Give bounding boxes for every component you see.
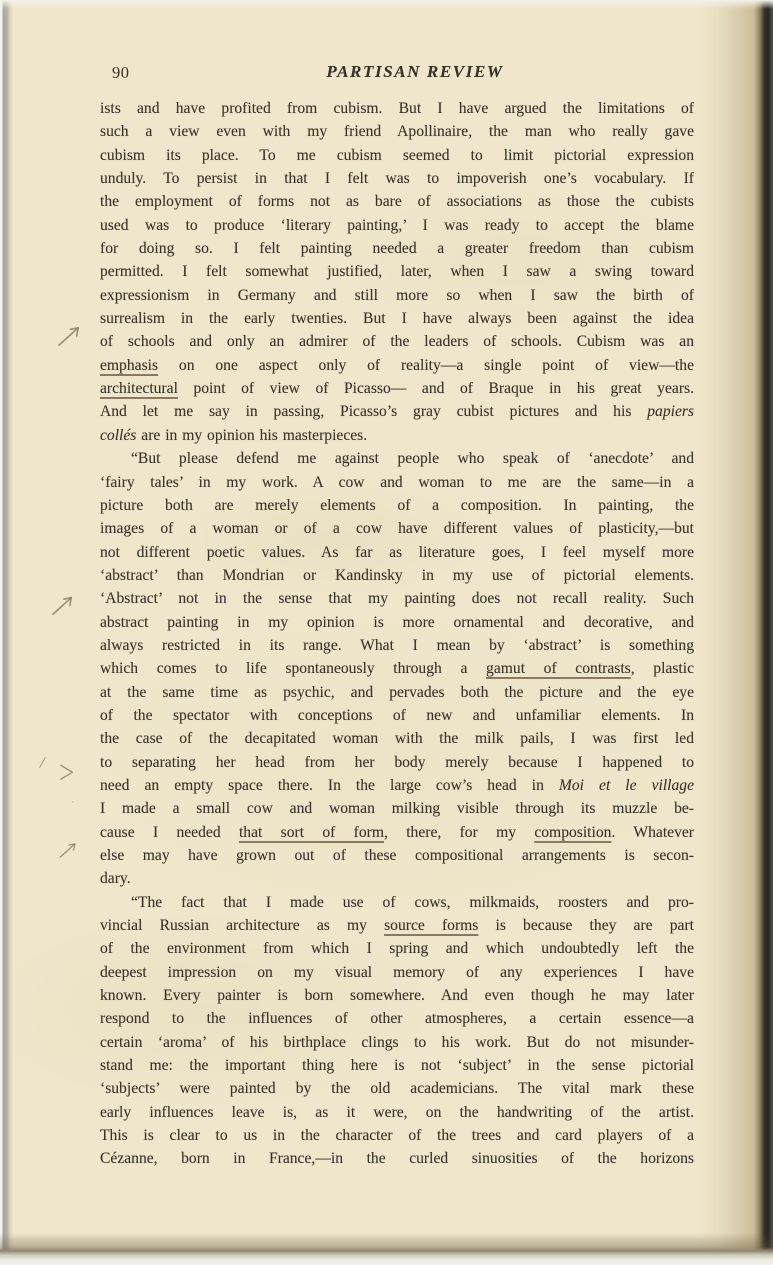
text-line [100, 330, 694, 353]
text-line [100, 751, 694, 774]
text-segment: surrealism in the early twenties. But I have always been against the idea [100, 310, 694, 328]
text-line [100, 120, 694, 143]
italic-text: collés [100, 426, 137, 444]
text-segment: ‘Abstract’ not in the sense that my painting does not recall reality. Such [100, 590, 694, 608]
text-line [100, 1124, 694, 1147]
text-segment: which comes to life spontaneously through a [100, 660, 487, 678]
text-segment: ists and have profited from cubism. But I have argued the limitations of [100, 100, 694, 117]
text-line [100, 797, 694, 820]
text-line [100, 377, 694, 400]
text-line [100, 611, 694, 634]
text-segment: on one aspect only of reality—a single point of view—the [158, 356, 694, 374]
pencil-tick-margin-mark [36, 756, 50, 770]
text-line [100, 517, 694, 540]
text-line [100, 587, 694, 610]
italic-text: Moi et le village [558, 776, 695, 794]
paragraph [100, 891, 694, 1171]
text-line [100, 471, 694, 494]
text-segment: unduly. To persist in that I felt was to impoverish one’s vocabulary. If [100, 170, 694, 188]
text-line [100, 400, 694, 423]
text-line [100, 634, 694, 657]
text-line [100, 1077, 694, 1100]
text-line [100, 190, 694, 213]
text-line [100, 984, 694, 1007]
text-segment: vincial Russian architecture as my [100, 917, 385, 935]
text-line [100, 891, 694, 914]
text-segment: “The fact that I made use of cows, milkmaids, roosters and pro- [131, 893, 694, 911]
text-segment: not different poetic values. As far as literature goes, I feel myself more [100, 543, 694, 561]
text-segment: the employment of forms not as bare of associations as those the cubists [100, 193, 694, 211]
page-left-edge [0, 0, 13, 1265]
text-segment: certain ‘aroma’ of his birthplace clings to his work. But do not misunder- [100, 1033, 694, 1051]
text-line [100, 424, 694, 447]
text-segment: Cézanne, born in France,—in the curled sinuosities of the horizons [100, 1150, 694, 1168]
page-number: 90 [112, 63, 130, 82]
text-segment: expressionism in Germany and still more so when I saw the birth of [100, 286, 694, 304]
text-line [100, 1007, 694, 1030]
text-segment: of schools and only an admirer of the leaders of schools. Cubism was an [100, 333, 694, 351]
text-line [100, 214, 694, 237]
page-right-edge [698, 0, 773, 1265]
text-line [100, 494, 694, 517]
text-line [100, 961, 694, 984]
text-segment: need an empty space there. In the large cow’s head in [100, 776, 559, 794]
pencil-underlined-text: that sort of form [238, 823, 384, 841]
text-line [100, 704, 694, 727]
text-line [100, 307, 694, 330]
text-segment: else may have grown out of these compositional arrangements is secon- [100, 847, 694, 864]
text-segment: known. Every painter is born somewhere. And even though he may later [100, 987, 694, 1005]
pencil-arrow-margin-mark [58, 841, 77, 860]
text-line [100, 1054, 694, 1077]
text-segment: , there, for my [383, 823, 535, 841]
pencil-arrow-margin-mark [50, 594, 74, 618]
text-line [100, 774, 694, 797]
text-segment: the case of the decapitated woman with the milk pails, I was first led [100, 730, 694, 748]
pencil-dot-margin-mark [70, 799, 76, 805]
text-line [100, 144, 694, 167]
text-segment: I made a small cow and woman milking visible through its muzzle be- [100, 800, 694, 818]
text-segment: used was to produce ‘literary painting,’ I was ready to accept the blame [100, 216, 694, 234]
page-top-edge [0, 0, 773, 9]
text-segment: respond to the influences of other atmospheres, a certain essence—a [100, 1010, 694, 1028]
text-segment: images of a woman or of a cow have different values of plasticity,—but [100, 520, 694, 538]
text-segment: dary. [100, 870, 131, 888]
pencil-underlined-text: emphasis [100, 356, 159, 374]
text-segment: such a view even with my friend Apollinaire, the man who really gave [100, 123, 694, 141]
text-segment: are in my opinion his masterpieces. [136, 426, 368, 444]
page-bottom-edge [0, 1233, 773, 1265]
text-segment: of the spectator with conceptions of new and unfamiliar elements. In [100, 706, 694, 724]
text-line [100, 867, 694, 890]
pencil-underlined-text: source forms [384, 917, 479, 935]
text-line [100, 727, 694, 750]
text-segment: ‘fairy tales’ in my work. A cow and woman to me are the same—in a [100, 473, 694, 491]
text-line [100, 237, 694, 260]
text-line [100, 564, 694, 587]
running-title: PARTISAN REVIEW [326, 62, 504, 81]
text-line [100, 681, 694, 704]
text-segment: . Whatever [611, 823, 694, 841]
text-line [100, 937, 694, 960]
text-segment: abstract painting in my opinion is more ornamental and decorative, and [100, 613, 694, 631]
text-line [100, 284, 694, 307]
text-segment: picture both are merely elements of a composition. In painting, the [100, 496, 694, 514]
pencil-underlined-text: composition [534, 823, 612, 841]
text-line [100, 914, 694, 937]
text-line [100, 1101, 694, 1124]
text-line [100, 1147, 694, 1170]
text-segment: early influences leave is, as it were, on the handwriting of the artist. [100, 1103, 694, 1121]
text-segment: is because they are part [478, 917, 694, 935]
text-segment: “But please defend me against people who speak of ‘anecdote’ and [131, 450, 694, 468]
text-line [100, 541, 694, 564]
text-segment: to separating her head from her body merely because I happened to [100, 753, 694, 771]
text-segment: cause I needed [100, 823, 239, 841]
text-line [100, 844, 694, 867]
text-segment: This is clear to us in the character of the trees and card players of a [100, 1127, 694, 1145]
text-segment: permitted. I felt somewhat justified, later, when I saw a swing toward [100, 263, 694, 281]
italic-text: papiers [647, 403, 694, 421]
text-block [100, 97, 694, 1171]
text-line [100, 354, 694, 377]
pencil-underlined-text: gamut of contrasts [486, 660, 631, 678]
pencil-arrow-margin-mark [56, 324, 81, 349]
text-line [100, 657, 694, 680]
pencil-underlined-text: architectural [100, 380, 178, 398]
paragraph [100, 447, 694, 891]
text-segment: cubism its place. To me cubism seemed to limit pictorial expression [100, 146, 694, 164]
page-header [100, 62, 694, 86]
text-segment: point of view of Picasso— and of Braque in his great years. [177, 380, 694, 398]
text-segment: deepest impression on my visual memory of any experiences I have [100, 963, 694, 981]
text-segment: of the environment from which I spring and which undoubtedly left the [100, 940, 694, 958]
text-segment: ‘subjects’ were painted by the old academicians. The vital mark these [100, 1080, 694, 1098]
paragraph [100, 97, 694, 447]
text-segment: always restricted in its range. What I mean by ‘abstract’ is something [100, 636, 694, 654]
text-segment: for doing so. I felt painting needed a greater freedom than cubism [100, 240, 694, 258]
text-segment: And let me say in passing, Picasso’s gray cubist pictures and his [100, 403, 648, 421]
text-segment: , plastic [630, 660, 695, 678]
pencil-chevron-margin-mark [57, 763, 77, 783]
text-segment: ‘abstract’ than Mondrian or Kandinsky in my use of pictorial elements. [100, 566, 694, 584]
text-line [100, 821, 694, 844]
text-segment: at the same time as psychic, and pervades both the picture and the eye [100, 683, 694, 701]
text-segment: stand me: the important thing here is not ‘subject’ in the sense pictorial [100, 1057, 694, 1075]
text-line [100, 97, 694, 120]
text-line [100, 260, 694, 283]
text-line [100, 447, 694, 470]
text-line [100, 167, 694, 190]
text-line [100, 1031, 694, 1054]
